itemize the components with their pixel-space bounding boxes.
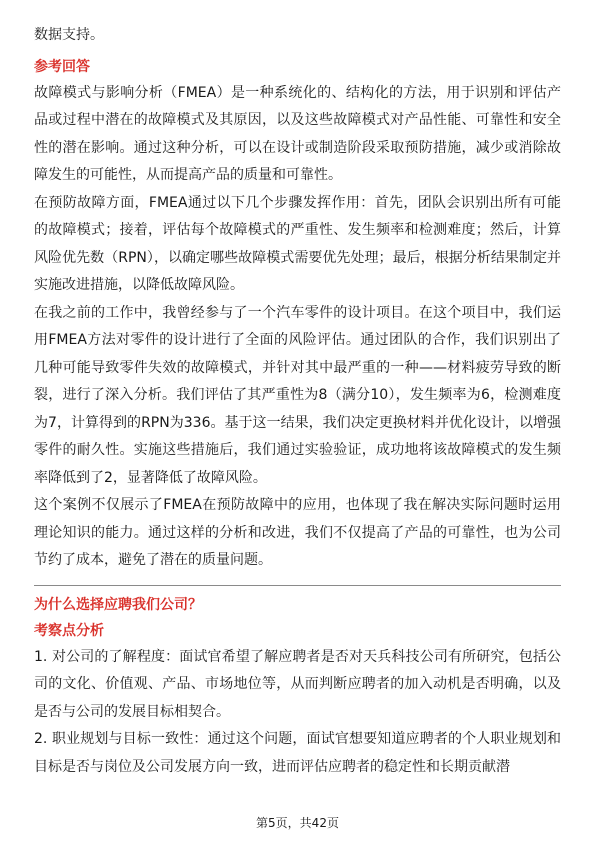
reference-answer-heading: 参考回答 <box>34 58 90 75</box>
analysis-point: 2. 职业规划与目标一致性：通过这个问题，面试官想要知道应聘者的个人职业规划和目标是否与岗位及公司发展方向一致，进而评估应聘者的稳定性和长期贡献潜 <box>34 731 561 775</box>
lead-text: 数据支持。 <box>34 27 104 43</box>
answer-paragraph: 在预防故障方面，FMEA通过以下几个步骤发挥作用：首先，团队会识别出所有可能的故障模式；接着，评估每个故障模式的严重性、发生频率和检测难度；然后，计算风险优先数（RPN），以确定哪些故障模式需要优先处理；最后，根据分析结果制定并实施改进措施，以降低故障风险。 <box>34 194 561 293</box>
analysis-heading: 考察点分析 <box>34 622 104 639</box>
section-divider <box>34 585 561 586</box>
reference-answer-section <box>34 54 561 575</box>
answer-paragraph: 在我之前的工作中，我曾经参与了一个汽车零件的设计项目。在这个项目中，我们运用FMEA方法对零件的设计进行了全面的风险评估。通过团队的合作，我们识别出了几种可能导致零件失效的故障模式，并针对其中最严重的一种——材料疲劳导致的断裂，进行了深入分析。我们评估了其严重性为8（满分10），发生频率为6，检测难度为7，计算得到的RPN为336。基于这一结果，我们决定更换材料并优化设计，以增强零件的耐久性。实施这些措施后，我们通过实验验证，成功地将该故障模式的发生频率降低到了2，显著降低了故障风险。 <box>34 304 561 486</box>
page-content <box>34 22 561 781</box>
question-section <box>34 592 561 782</box>
question-title: 为什么选择应聘我们公司？ <box>34 596 202 613</box>
answer-paragraph: 故障模式与影响分析（FMEA）是一种系统化的、结构化的方法，用于识别和评估产品或过程中潜在的故障模式及其原因，以及这些故障模式对产品性能、可靠性和安全性的潜在影响。通过这种分析，可以在设计或制造阶段采取预防措施，减少或消除故障发生的可能性，从而提高产品的质量和可靠性。 <box>34 84 561 183</box>
analysis-point: 1. 对公司的了解程度：面试官希望了解应聘者是否对天兵科技公司有所研究，包括公司的文化、价值观、产品、市场地位等，从而判断应聘者的加入动机是否明确，以及是否与公司的发展目标相契合。 <box>34 648 561 720</box>
answer-paragraph: 这个案例不仅展示了FMEA在预防故障中的应用，也体现了我在解决实际问题时运用理论知识的能力。通过这样的分析和改进，我们不仅提高了产品的可靠性，也为公司节约了成本，避免了潜在的质量问题。 <box>34 497 561 568</box>
page-number-footer: 第5页，共42页 <box>256 816 339 830</box>
